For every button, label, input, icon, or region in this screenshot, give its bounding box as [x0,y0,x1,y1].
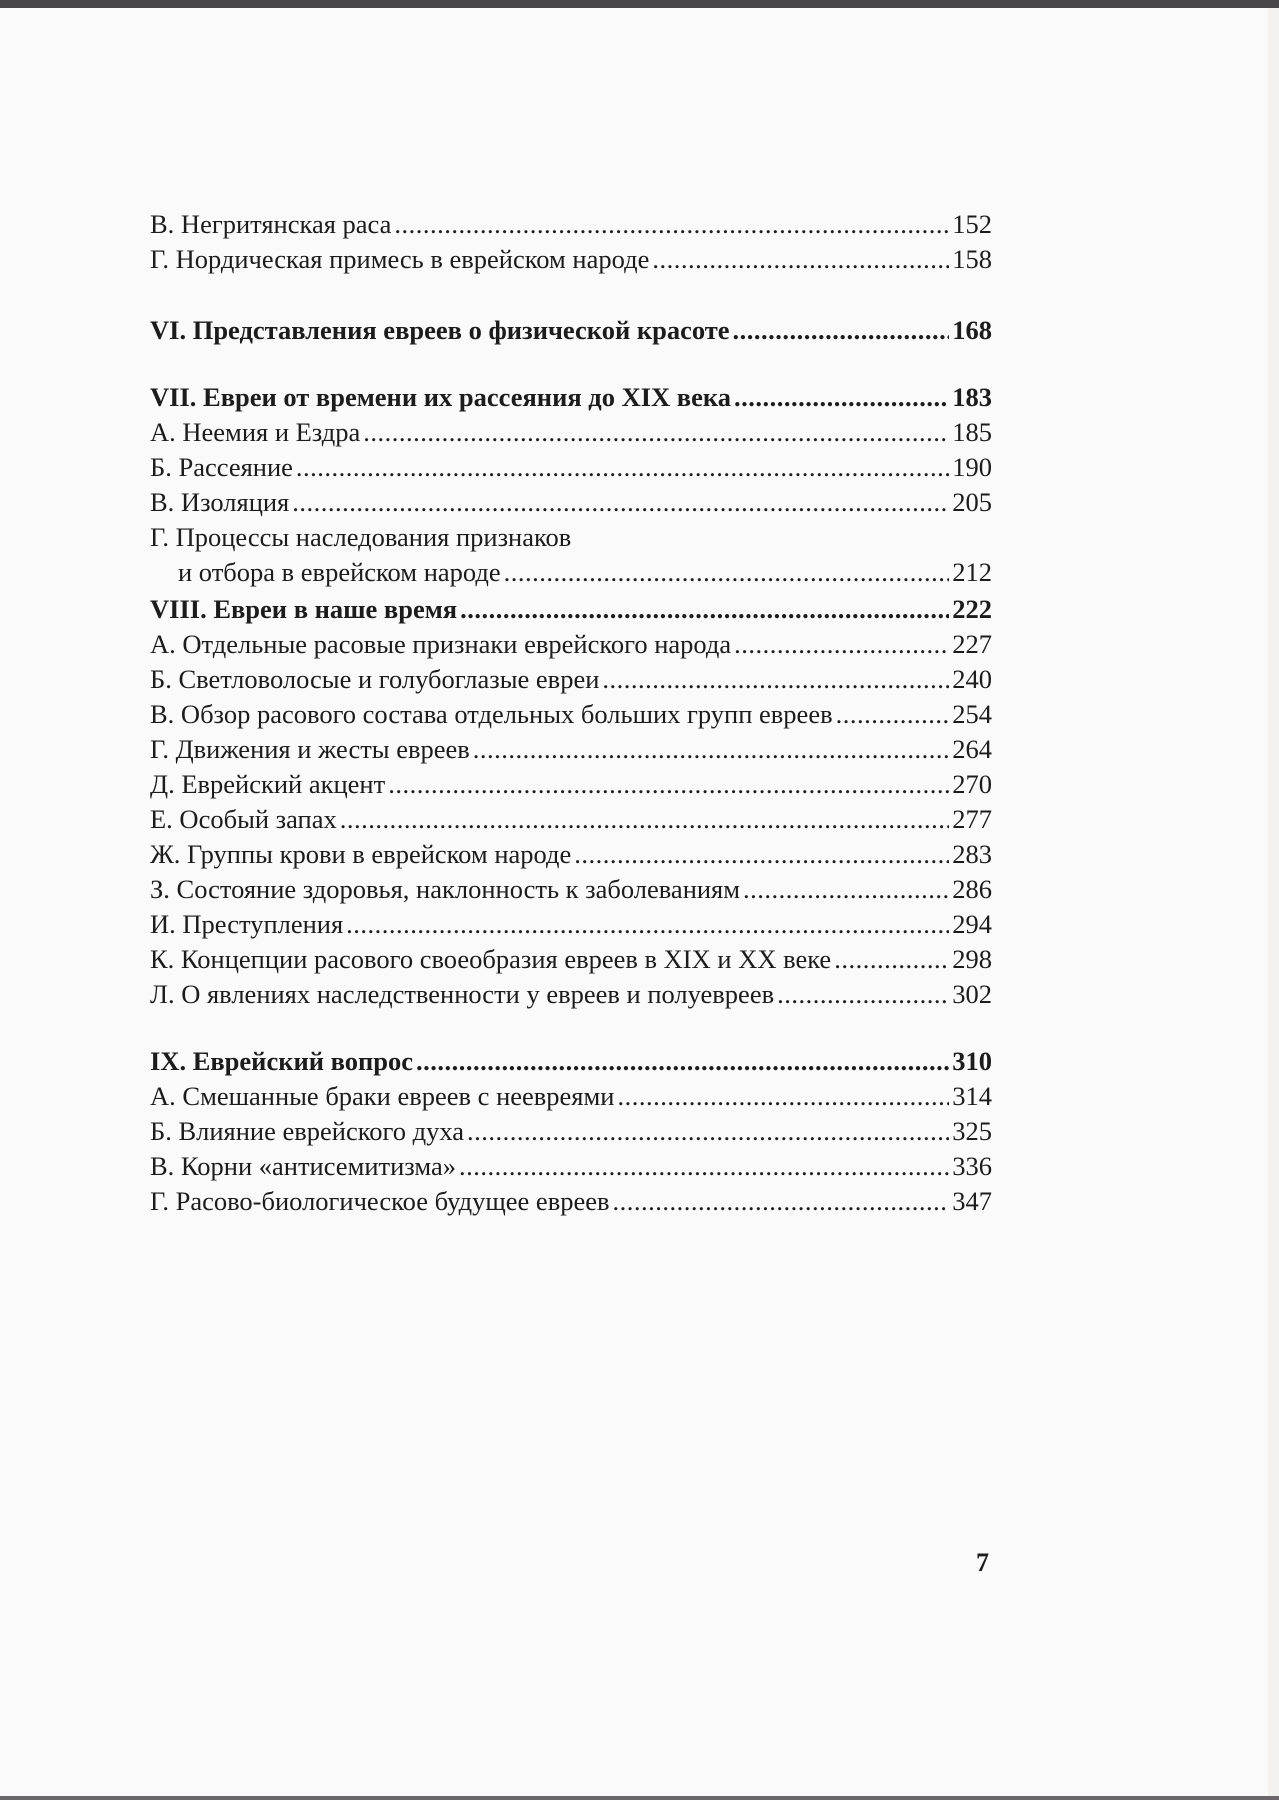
toc-leader-dots [613,1184,950,1219]
toc-entry [150,1079,992,1114]
toc-entry-title: В. Изоляция [150,487,290,517]
toc-entry-page: 185 [952,417,992,447]
toc-leader-dots [504,555,950,590]
toc-entry-page: 168 [952,315,992,345]
toc-entry-title: А. Смешанные браки евреев с неевреями [150,1081,615,1111]
toc-entry-title: Л. О явлениях наследственности у евреев и полуевреев [150,979,775,1009]
toc-entry [150,977,992,1012]
toc-entry-title: А. Неемия и Ездра [150,417,361,447]
toc-entry-page: 158 [952,244,992,274]
toc-entry [150,415,992,450]
toc-entry [150,485,992,520]
toc-entry [150,662,992,697]
toc-entry-page: 270 [952,769,992,799]
toc-leader-dots [834,942,949,977]
toc-leader-dots [652,242,949,277]
toc-entry-title: Г. Процессы наследования признаков [150,522,572,552]
scan-edge-top [0,0,1279,8]
toc-entry-page: 347 [952,1186,992,1216]
toc-entry-title: В. Негритянская раса [150,209,392,239]
toc-chapter-entry [150,380,992,415]
toc-entry-page: 298 [952,944,992,974]
toc-entry [150,1149,992,1184]
toc-leader-dots [473,732,949,767]
toc-leader-dots [836,697,950,732]
toc-entry [150,732,992,767]
toc-entry [150,450,992,485]
toc-entry-page: 212 [952,557,992,587]
toc-entry [150,802,992,837]
toc-leader-dots [459,1149,949,1184]
toc-entry-page: 190 [952,452,992,482]
toc-entry-page: 294 [952,909,992,939]
toc-chapter-entry [150,592,992,627]
toc-entry [150,942,992,977]
page-number: 7 [976,1548,989,1577]
toc-entry-title: Б. Влияние еврейского духа [150,1116,464,1146]
toc-entry-page: 264 [952,734,992,764]
toc-entry-page: 205 [952,487,992,517]
toc-entry-page: 183 [952,382,992,412]
toc-entry [150,697,992,732]
toc-entry-title: Г. Движения и жесты евреев [150,734,470,764]
toc-leader-dots [292,485,949,520]
toc-entry-title: VIII. Евреи в наше время [150,594,458,624]
toc-entry-page: 222 [952,594,992,624]
toc-entry [150,520,992,555]
toc-entry [150,627,992,662]
toc-entry-title: Г. Расово-биологическое будущее евреев [150,1186,610,1216]
toc-entry-page: 152 [952,209,992,239]
toc-entry-page: 325 [952,1116,992,1146]
toc-entry-title: Д. Еврейский акцент [150,769,386,799]
toc-chapter-entry [150,313,992,348]
toc-leader-dots [346,907,949,942]
toc-entry-page: 254 [952,699,992,729]
toc-entry-title: Г. Нордическая примесь в еврейском народе [150,244,650,274]
toc-leader-dots [467,1114,949,1149]
toc-entry-title: Б. Светловолосые и голубоглазые евреи [150,664,600,694]
toc-entry-page: 302 [952,979,992,1009]
toc-entry-title: VII. Евреи от времени их рассеяния до XIX века [150,382,731,412]
toc-leader-dots [388,767,949,802]
toc-entry-continuation [150,555,992,590]
toc-entry-title: И. Преступления [150,909,344,939]
toc-entry [150,1184,992,1219]
toc-entry-title: В. Обзор расового состава отдельных больших групп евреев [150,699,833,729]
toc-leader-dots [394,207,949,242]
toc-leader-dots [743,872,949,907]
toc-entry-title: Ж. Группы крови в еврейском народе [150,839,572,869]
toc-entry-title: А. Отдельные расовые признаки еврейского народа [150,629,732,659]
toc-leader-dots [734,627,949,662]
toc-leader-dots [460,592,949,627]
toc-leader-dots [734,380,949,415]
toc-entry-title: и отбора в еврейском народе [178,557,501,587]
toc-leader-dots [777,977,949,1012]
toc-leader-dots [574,837,949,872]
toc-entry [150,767,992,802]
toc-leader-dots [416,1044,949,1079]
table-of-contents [150,207,992,1219]
toc-entry-page: 310 [952,1046,992,1076]
toc-entry-page: 283 [952,839,992,869]
toc-leader-dots [733,313,950,348]
toc-entry-page: 336 [952,1151,992,1181]
toc-entry [150,207,992,242]
toc-chapter-entry [150,1044,992,1079]
toc-entry-page: 314 [952,1081,992,1111]
toc-entry-title: VI. Представления евреев о физической красоте [150,315,730,345]
toc-entry [150,872,992,907]
toc-entry-title: В. Корни «антисемитизма» [150,1151,456,1181]
toc-entry-title: З. Состояние здоровья, наклонность к заболеваниям [150,874,741,904]
toc-entry-page: 240 [952,664,992,694]
book-page [0,8,1268,1796]
toc-entry-page: 277 [952,804,992,834]
toc-entry [150,837,992,872]
toc-leader-dots [602,662,949,697]
toc-entry-page: 286 [952,874,992,904]
toc-leader-dots [340,802,949,837]
toc-leader-dots [296,450,949,485]
toc-entry-title: IX. Еврейский вопрос [150,1046,414,1076]
toc-entry-title: К. Концепции расового своеобразия евреев в XIX и XX веке [150,944,832,974]
toc-entry [150,1114,992,1149]
toc-entry [150,907,992,942]
toc-entry [150,242,992,277]
toc-entry-title: Е. Особый запах [150,804,337,834]
scan-edge-bottom [0,1796,1279,1800]
toc-entry-title: Б. Рассеяние [150,452,293,482]
toc-entry-page: 227 [952,629,992,659]
toc-leader-dots [617,1079,949,1114]
toc-leader-dots [363,415,949,450]
